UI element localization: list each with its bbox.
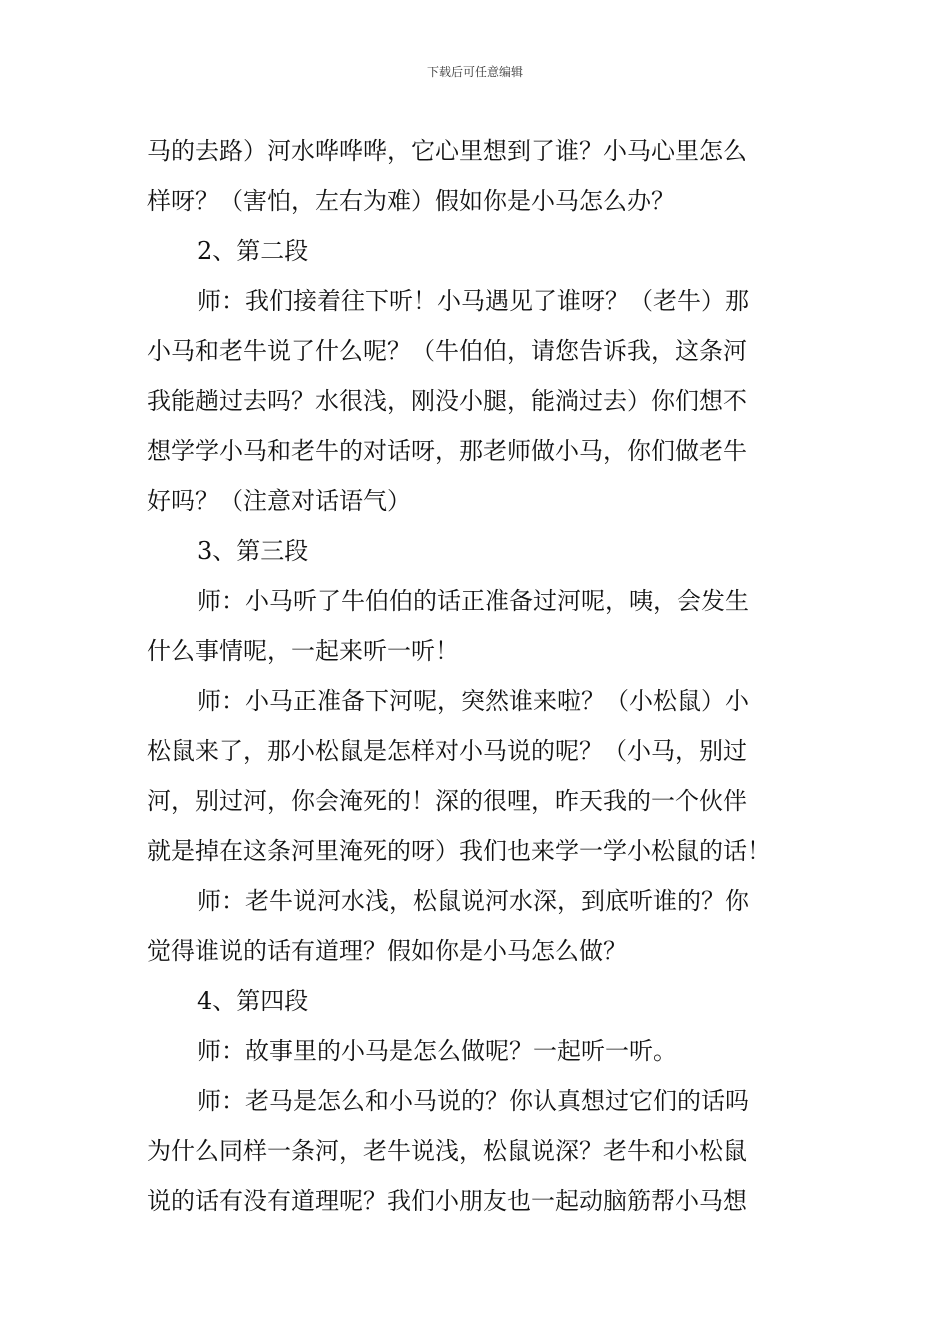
section-heading: 3、第三段 (197, 537, 309, 565)
text-line: 师：我们接着往下听！小马遇见了谁呀？（老牛）那 (197, 287, 749, 315)
section-heading: 4、第四段 (197, 987, 309, 1015)
text-line: 说的话有没有道理呢？我们小朋友也一起动脑筋帮小马想 (147, 1187, 747, 1215)
section-heading: 2、第二段 (197, 237, 309, 265)
text-line: 河，别过河，你会淹死的！深的很哩，昨天我的一个伙伴 (147, 787, 747, 815)
text-line: 小马和老牛说了什么呢？（牛伯伯，请您告诉我，这条河 (147, 337, 747, 365)
text-line: 想学学小马和老牛的对话呀，那老师做小马，你们做老牛 (147, 437, 747, 465)
text-line: 为什么同样一条河，老牛说浅，松鼠说深？老牛和小松鼠 (147, 1137, 747, 1165)
document-body (147, 126, 809, 1226)
text-line: 师：故事里的小马是怎么做呢？一起听一听。 (197, 1037, 677, 1065)
text-line: 马的去路）河水哗哗哗，它心里想到了谁？小马心里怎么 (147, 137, 747, 165)
text-line: 好吗？（注意对话语气） (147, 487, 411, 515)
text-line: 就是掉在这条河里淹死的呀）我们也来学一学小松鼠的话！ (147, 837, 771, 865)
page-header: 下载后可任意编辑 (426, 65, 523, 79)
text-line: 松鼠来了，那小松鼠是怎样对小马说的呢？（小马，别过 (147, 737, 747, 765)
text-line: 师：老马是怎么和小马说的？你认真想过它们的话吗 (197, 1087, 749, 1115)
text-line: 我能趟过去吗？水很浅，刚没小腿，能淌过去）你们想不 (147, 387, 747, 415)
text-line: 什么事情呢，一起来听一听！ (147, 637, 459, 665)
text-line: 师：老牛说河水浅，松鼠说河水深，到底听谁的？你 (197, 887, 749, 915)
text-line: 师：小马听了牛伯伯的话正准备过河呢，咦，会发生 (197, 587, 749, 615)
text-line: 觉得谁说的话有道理？假如你是小马怎么做？ (147, 937, 627, 965)
text-line: 师：小马正准备下河呢，突然谁来啦？（小松鼠）小 (197, 687, 749, 715)
text-line: 样呀？（害怕，左右为难）假如你是小马怎么办？ (147, 187, 675, 215)
